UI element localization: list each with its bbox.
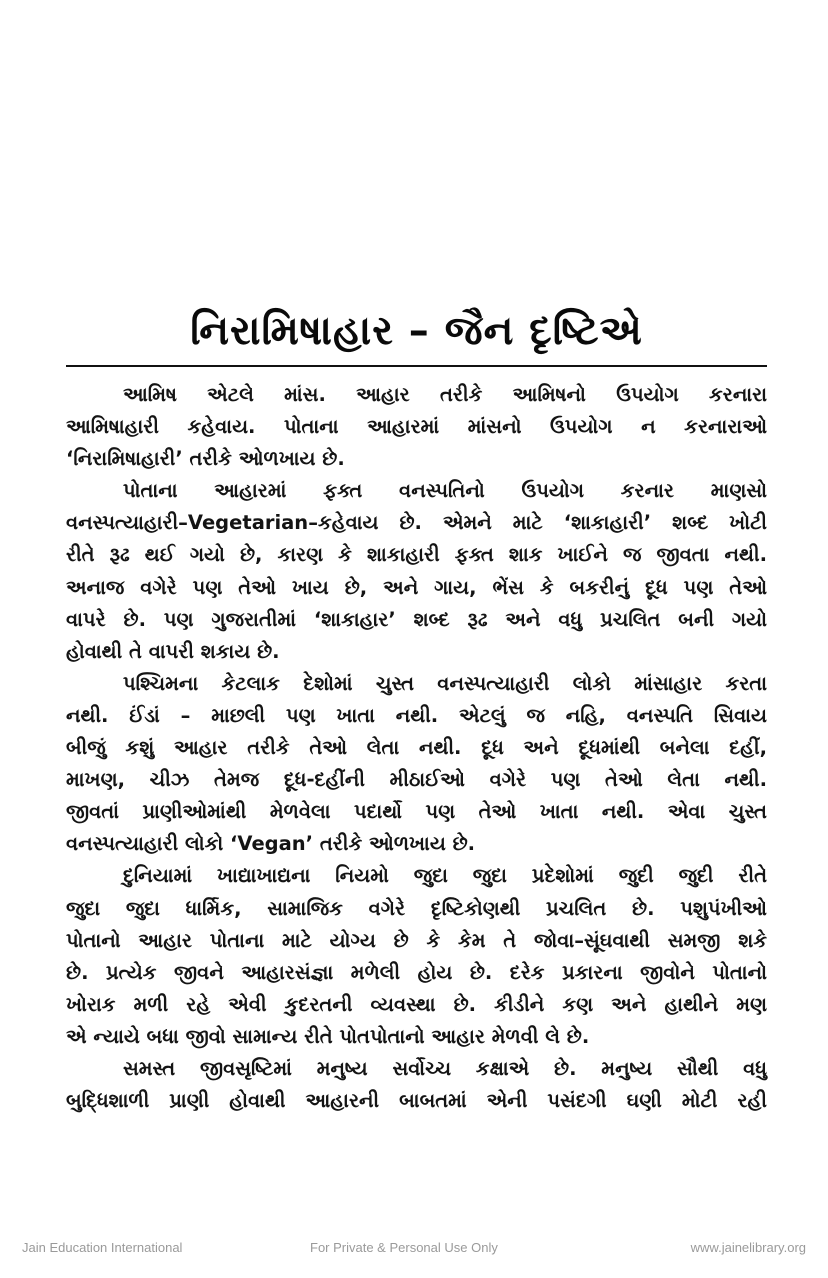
paragraph-3 (66, 668, 767, 861)
footer-usage-notice: For Private & Personal Use Only (310, 1240, 498, 1255)
paragraph-2 (66, 475, 767, 668)
text-line: ‘નિરામિષાહારી’ તરીકે ઓળખાય છે. (66, 447, 345, 471)
page-footer (0, 1238, 828, 1258)
paragraph-1 (66, 379, 767, 475)
text-line: બીજું કશું આહાર તરીકે તેઓ લેતા નથી. દૂધ અને દૂધમાંથી બનેલા દહીં, (66, 736, 767, 760)
footer-website: www.jainelibrary.org (690, 1240, 806, 1255)
text-line: પોતાના આહારમાં ફક્ત વનસ્પતિનો ઉપયોગ કરનાર માણસો (123, 479, 767, 503)
text-line: વાપરે છે. પણ ગુજરાતીમાં ‘શાકાહાર’ શબ્દ રૂઢ અને વધુ પ્રચલિત બની ગયો (66, 607, 767, 631)
text-line: દુનિયામાં ખાદ્યાખાદ્યના નિયમો જુદા જુદા પ્રદેશોમાં જુદી જુદી રીતે (123, 864, 767, 888)
text-line: પોતાનો આહાર પોતાના માટે યોગ્ય છે કે કેમ તે જોવા–સૂંઘવાથી સમજી શકે (66, 928, 767, 952)
text-line: હોવાથી તે વાપરી શકાય છે. (66, 639, 280, 663)
text-line: રીતે રૂઢ થઈ ગયો છે, કારણ કે શાકાહારી ફક્ત શાક ખાઈને જ જીવતા નથી. (66, 543, 767, 567)
footer-publisher: Jain Education International (22, 1240, 183, 1255)
text-line: અનાજ વગેરે પણ તેઓ ખાય છે, અને ગાય, ભેંસ કે બકરીનું દૂધ પણ તેઓ (66, 575, 767, 599)
text-line: વનસ્પત્યાહારી–Vegetarian–કહેવાય છે. એમને માટે ‘શાકાહારી’ શબ્દ ખોટી (66, 511, 767, 535)
text-line: એ ન્યાયે બધા જીવો સામાન્ય રીતે પોતપોતાનો આહાર મેળવી લે છે. (66, 1024, 590, 1048)
paragraph-5 (66, 1053, 767, 1117)
text-line: જુદા જુદા ધાર્મિક, સામાજિક વગેરે દૃષ્ટિકોણથી પ્રચલિત છે. પશુપંખીઓ (66, 896, 767, 920)
paragraph-4 (66, 860, 767, 1053)
text-line: જીવતાં પ્રાણીઓમાંથી મેળવેલા પદાર્થો પણ તેઓ ખાતા નથી. એવા ચુસ્ત (66, 800, 767, 824)
text-line: આમિષાહારી કહેવાય. પોતાના આહારમાં માંસનો ઉપયોગ ન કરનારાઓ (66, 415, 767, 439)
text-line: ખોરાક મળી રહે એવી કુદરતની વ્યવસ્થા છે. કીડીને કણ અને હાથીને મણ (66, 992, 767, 1016)
text-line: છે. પ્રત્યેક જીવને આહારસંજ્ઞા મળેલી હોય છે. દરેક પ્રકારના જીવોને પોતાનો (66, 960, 767, 984)
text-line: પશ્ચિમના કેટલાક દેશોમાં ચુસ્ત વનસ્પત્યાહારી લોકો માંસાહાર કરતા (123, 671, 767, 695)
page-title: નિરામિષાહાર – જૈન દૃષ્ટિએ (190, 308, 643, 354)
title-underline (66, 365, 767, 367)
body-text (66, 379, 767, 1117)
text-line: બુદ્ધિશાળી પ્રાણી હોવાથી આહારની બાબતમાં એની પસંદગી ઘણી મોટી રહી (66, 1089, 767, 1113)
text-line: વનસ્પત્યાહારી લોકો ‘Vegan’ તરીકે ઓળખાય છે. (66, 832, 476, 856)
text-line: નથી. ઈંડાં – માછલી પણ ખાતા નથી. એટલું જ નહિ, વનસ્પતિ સિવાય (66, 703, 767, 727)
text-line: સમસ્ત જીવસૃષ્ટિમાં મનુષ્ય સર્વોચ્ચ કક્ષાએ છે. મનુષ્ય સૌથી વધુ (123, 1056, 767, 1080)
text-line: માખણ, ચીઝ તેમજ દૂધ-દહીંની મીઠાઈઓ વગેરે પણ તેઓ લેતા નથી. (66, 768, 767, 792)
text-line: આમિષ એટલે માંસ. આહાર તરીકે આમિષનો ઉપયોગ કરનારા (123, 383, 767, 406)
